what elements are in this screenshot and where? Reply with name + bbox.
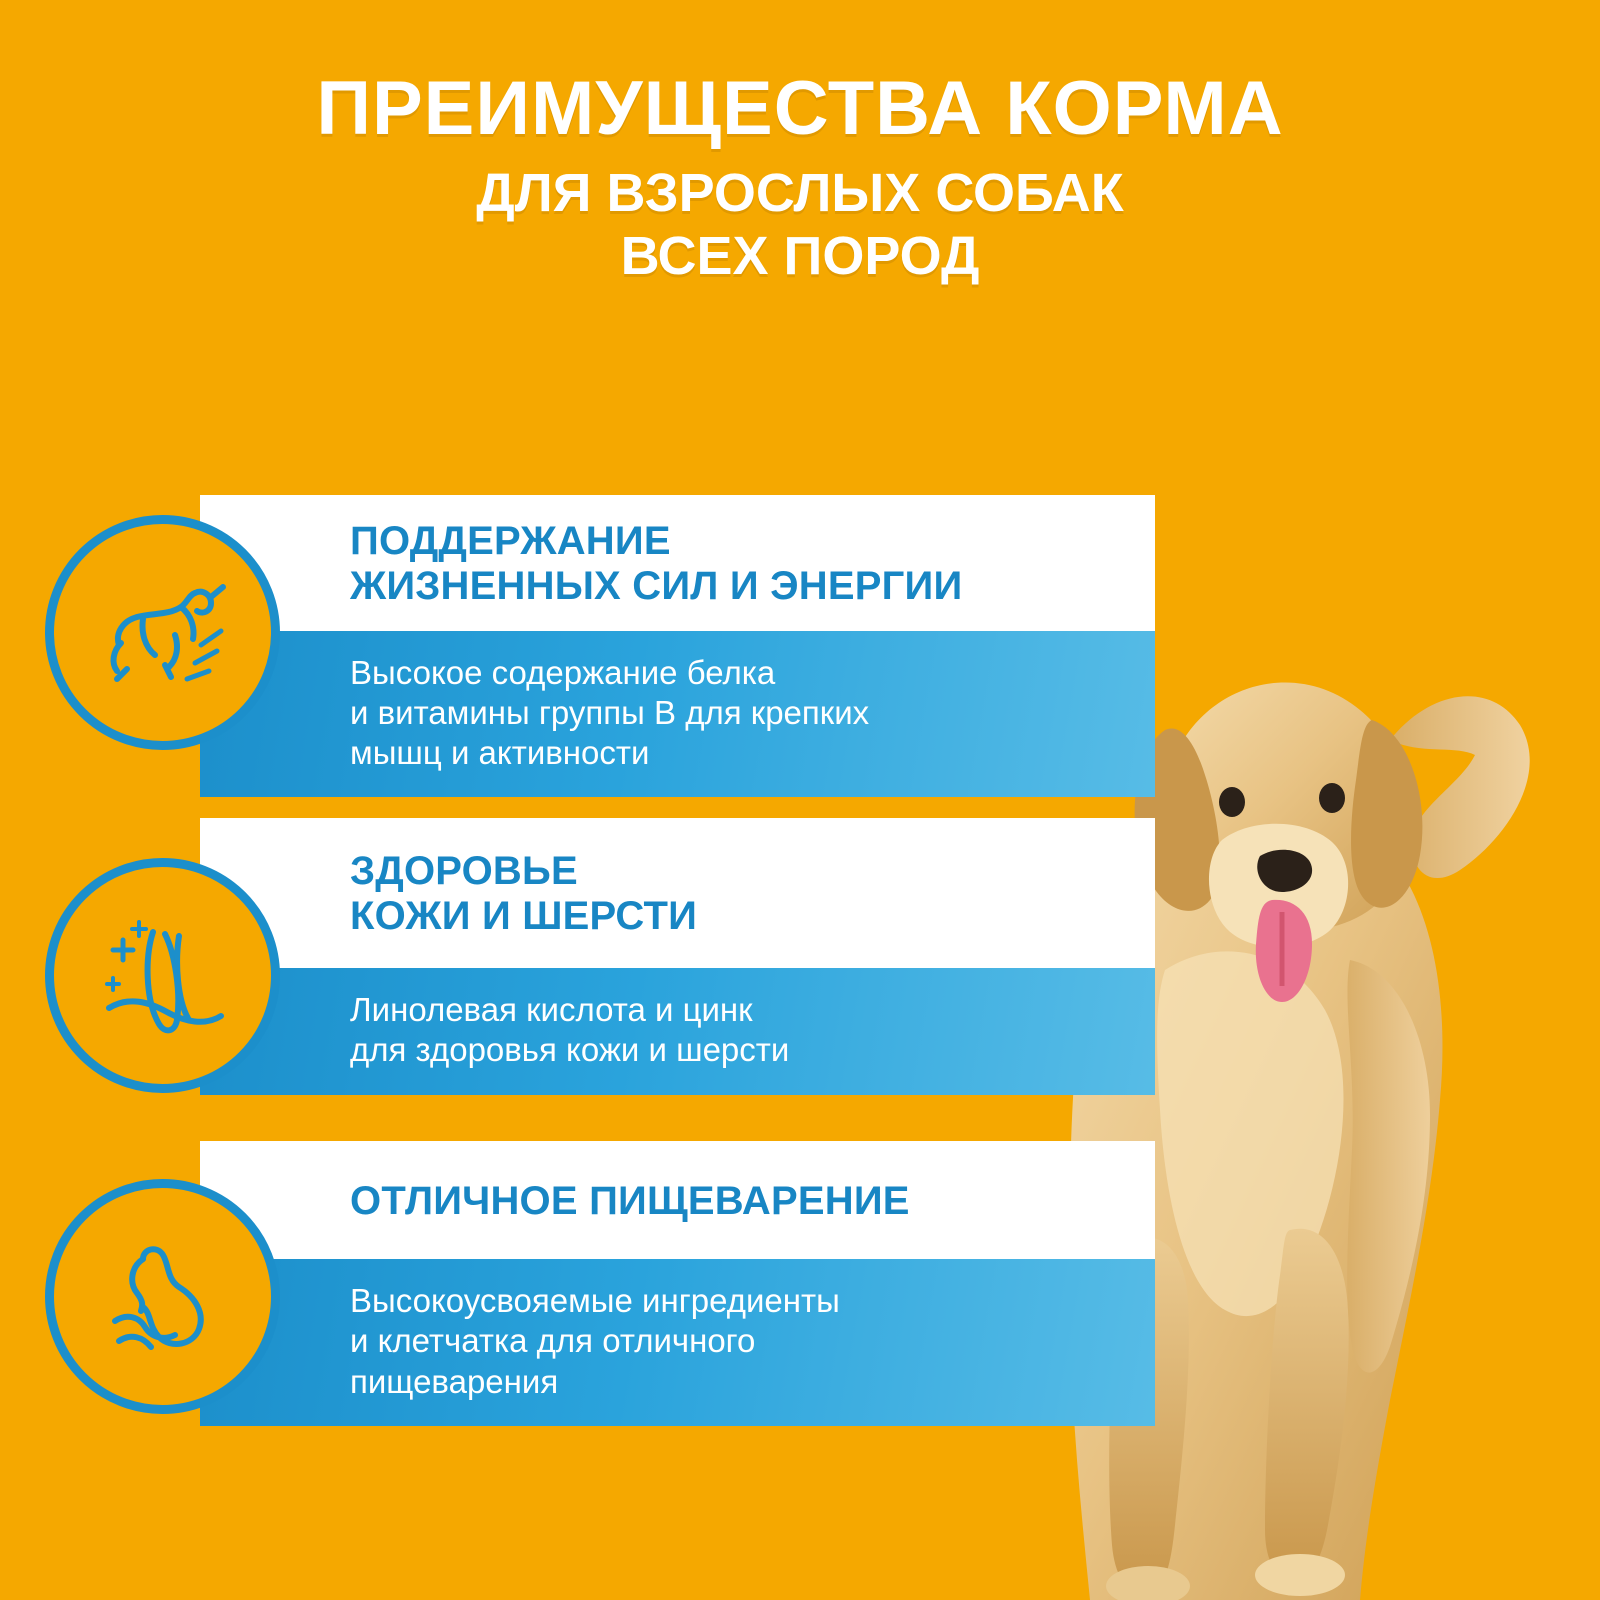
feature-body-line1: Высокоусвояемые ингредиенты: [350, 1282, 840, 1319]
feature-body: [200, 968, 1155, 1095]
feature-title-line2: КОЖИ И ШЕРСТИ: [350, 894, 698, 938]
feature-card: [200, 818, 1155, 1095]
page-header: [0, 66, 1600, 289]
feature-body: [200, 1259, 1155, 1426]
page-title: ПРЕИМУЩЕСТВА КОРМА: [316, 66, 1284, 151]
feature-title: [200, 818, 1155, 968]
stomach-icon: [45, 1179, 280, 1414]
feature-item-energy: [45, 495, 1155, 772]
page-subtitle-line2: ВСЕХ ПОРОД: [620, 226, 980, 287]
shiny-fur-icon: [45, 858, 280, 1093]
feature-card: [200, 1141, 1155, 1426]
page-subtitle-line1: ДЛЯ ВЗРОСЛЫХ СОБАК: [476, 162, 1124, 223]
feature-item-digestion: [45, 1141, 1155, 1406]
feature-title: [200, 495, 1155, 631]
feature-body-line2: для здоровья кожи и шерсти: [350, 1031, 790, 1069]
feature-body-line3: пищеварения: [350, 1362, 559, 1400]
features-list: [45, 495, 1155, 1464]
feature-item-skin-coat: [45, 818, 1155, 1083]
feature-title-line1: ОТЛИЧНОЕ ПИЩЕВАРЕНИЕ: [350, 1178, 910, 1223]
feature-body-line3: мышц и активности: [350, 734, 650, 772]
feature-title-line2: ЖИЗНЕННЫХ СИЛ И ЭНЕРГИИ: [350, 563, 963, 608]
feature-title: [200, 1141, 1155, 1259]
feature-body-line1: Линолевая кислота и цинк: [350, 991, 753, 1028]
feature-body-line1: Высокое содержание белка: [350, 653, 776, 691]
feature-body-line2: и клетчатка для отличного: [350, 1322, 756, 1360]
feature-title-line1: ПОДДЕРЖАНИЕ: [350, 519, 671, 563]
jumping-dog-icon: [45, 515, 280, 750]
feature-title-line1: ЗДОРОВЬЕ: [350, 849, 578, 894]
feature-body-line2: и витамины группы В для крепких: [350, 693, 870, 731]
feature-card: [200, 495, 1155, 797]
feature-body: [200, 631, 1155, 798]
page-subtitle: [0, 162, 1600, 289]
